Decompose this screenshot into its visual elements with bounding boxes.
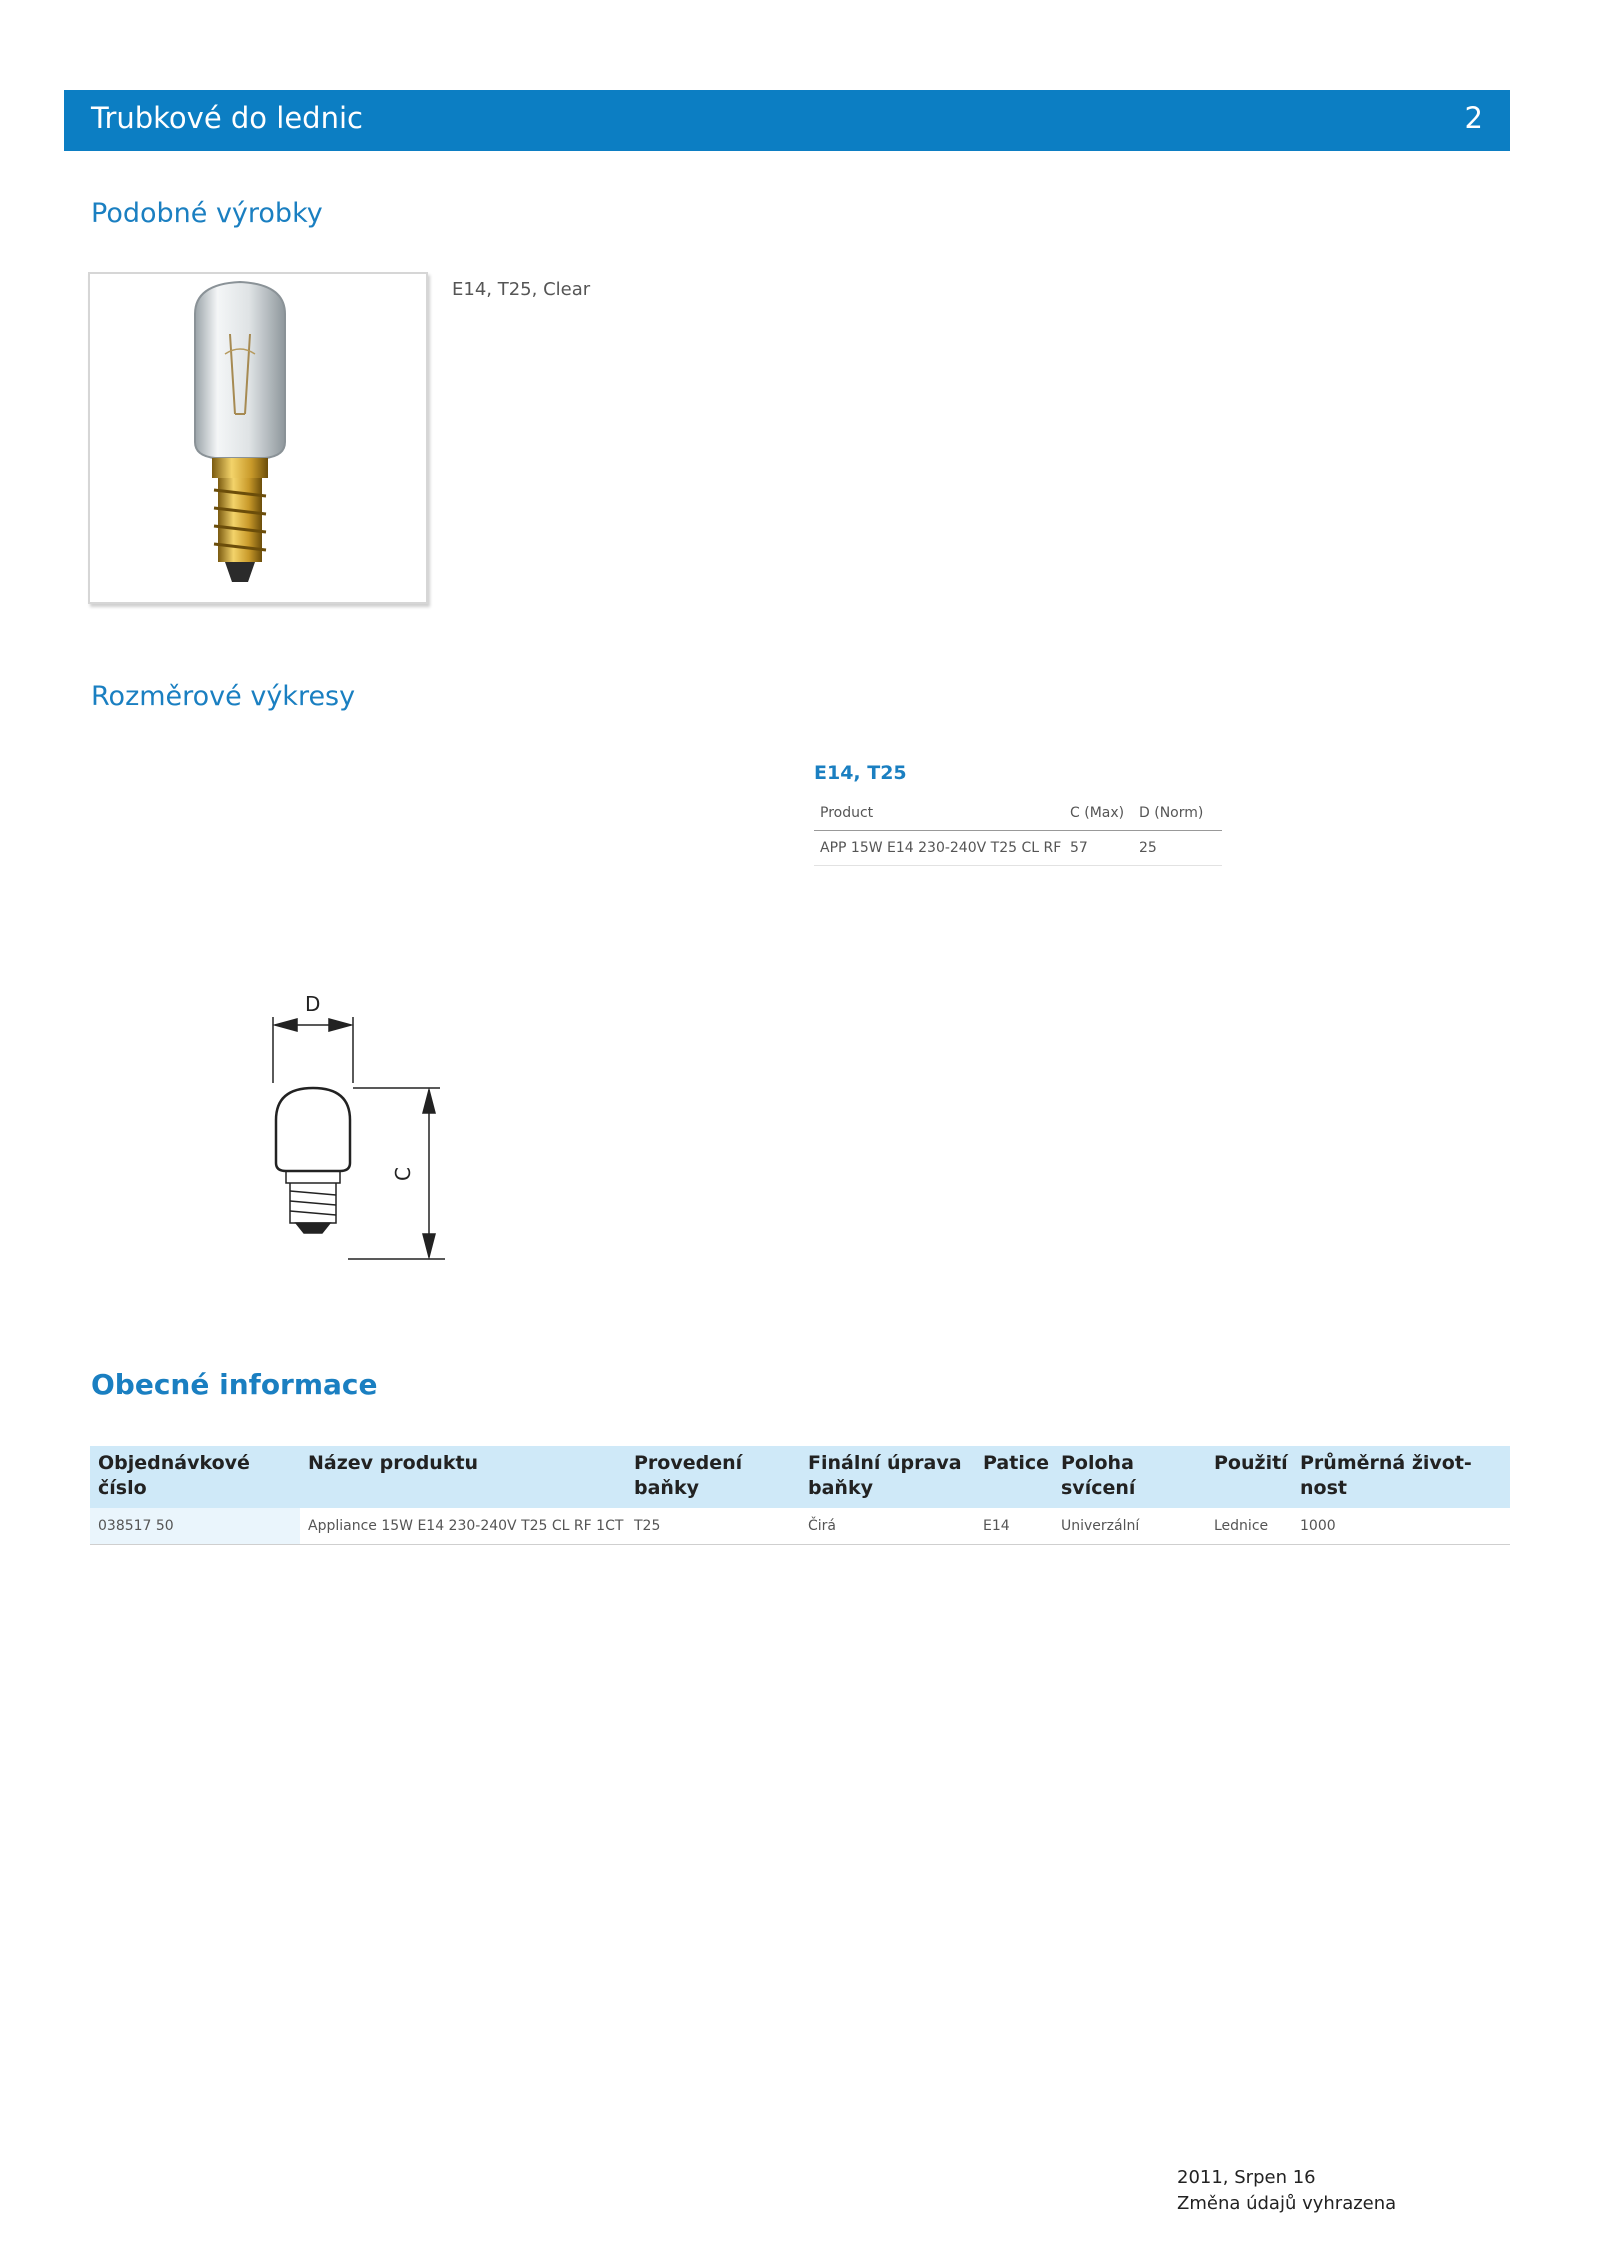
table-cell: 038517 50 [98,1518,174,1534]
table-cell: 57 [1070,840,1088,856]
product-image [88,272,428,604]
product-caption: E14, T25, Clear [452,279,591,300]
page-number: 2 [1464,101,1483,135]
table-cell: APP 15W E14 230-240V T25 CL RF [820,840,1062,856]
table-cell: 1000 [1300,1518,1336,1534]
column-header: Provedení baňky [634,1452,743,1499]
page-header-bar [64,90,1510,151]
column-header: Product [820,805,874,821]
similar-products-heading: Podobné výrobky [91,198,323,229]
lamp-photo-icon [90,274,426,602]
page-title: Trubkové do lednic [91,101,363,135]
dimension-table-header [814,796,1222,831]
table-cell: T25 [634,1518,661,1534]
table-cell: Lednice [1214,1518,1269,1534]
column-header: Průměrná život-nost [1300,1452,1472,1499]
column-header: C (Max) [1070,805,1125,821]
footer [1177,2165,1396,2217]
column-header: Finální úprava baňky [808,1452,962,1499]
table-row [814,831,1222,866]
table-cell: E14 [983,1518,1010,1534]
dimension-drawing [260,985,460,1275]
dimension-label-d: D [305,992,321,1016]
table-cell: Univerzální [1061,1518,1140,1534]
table-cell: 25 [1139,840,1157,856]
column-header: Název produktu [308,1452,479,1474]
table-cell: Čirá [808,1518,836,1534]
dimension-table-title: E14, T25 [814,762,907,784]
general-info-table-header [90,1446,1510,1508]
lamp-outline-icon [260,985,460,1275]
general-info-table [90,1446,1510,1545]
column-header: Poloha svícení [1061,1452,1136,1499]
column-header: Použití [1214,1452,1288,1474]
dimension-table [814,796,1222,866]
footer-date: 2011, Srpen 16 [1177,2167,1316,2188]
column-header: D (Norm) [1139,805,1204,821]
dimension-label-c: C [391,1167,415,1181]
table-cell: Appliance 15W E14 230-240V T25 CL RF 1CT [308,1518,624,1534]
table-row [90,1508,1510,1545]
column-header: Objednávkové číslo [98,1452,250,1499]
footer-note: Změna údajů vyhrazena [1177,2193,1397,2214]
dimension-drawings-heading: Rozměrové výkresy [91,681,356,712]
general-info-heading: Obecné informace [91,1368,378,1401]
column-header: Patice [983,1452,1049,1474]
